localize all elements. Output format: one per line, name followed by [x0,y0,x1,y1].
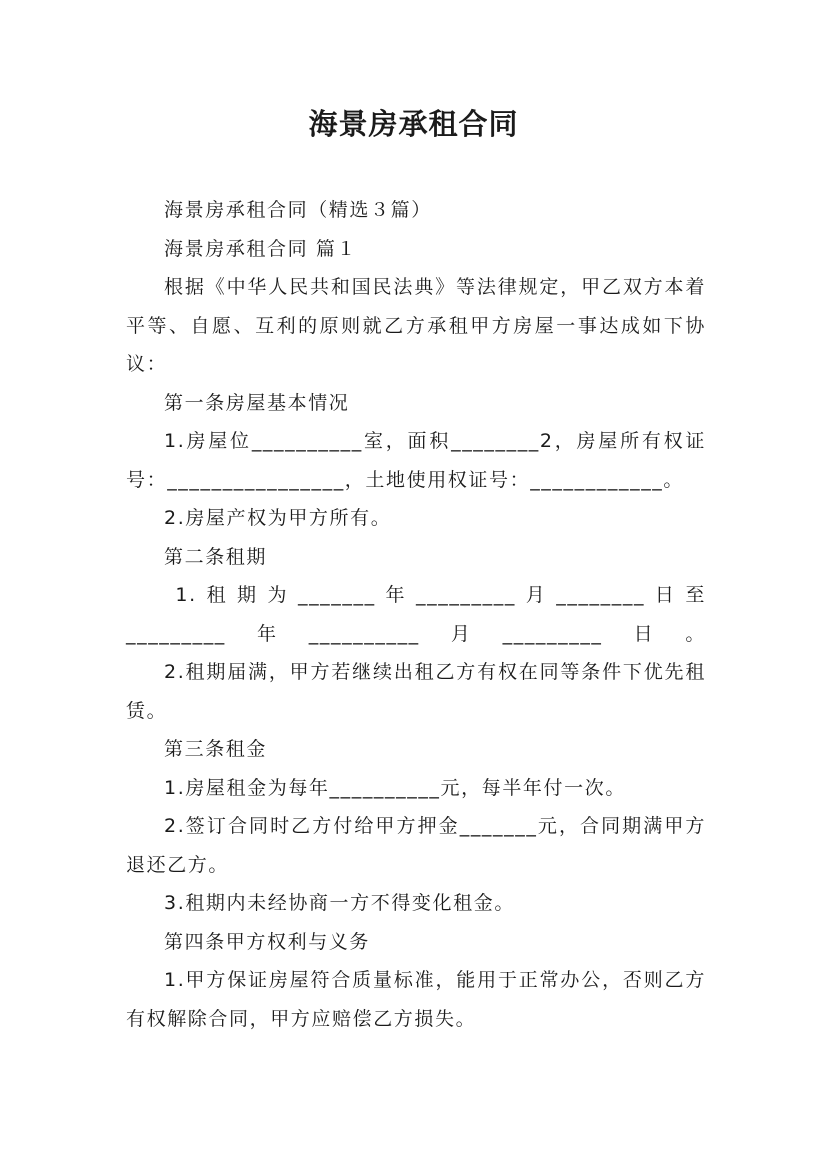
article-3-heading: 第三条租金 [164,738,268,760]
article-3-clause-2: 2.签订合同时乙方付给甲方押金_______元，合同期满甲方退还乙方。 [126,815,706,876]
article-3-clause-3: 3.租期内未经协商一方不得变化租金。 [164,892,515,914]
document-body [126,191,706,1038]
article-1-clause-1: 1.房屋位__________室，面积________2，房屋所有权证号：________________，土地使用权证号：____________。 [126,430,706,491]
article-1-clause-2: 2.房屋产权为甲方所有。 [164,507,392,529]
document-title: 海景房承租合同 [308,107,519,141]
article-2-heading: 第二条租期 [164,545,268,568]
paragraph-section-heading: 海景房承租合同 篇１ [164,237,358,260]
article-4-heading: 第四条甲方权利与义务 [164,930,371,953]
paragraph-preamble: 根据《中华人民共和国民法典》等法律规定，甲乙双方本着平等、自愿、互利的原则就乙方承租甲方房屋一事达成如下协议： [126,276,706,375]
article-3-clause-1: 1.房屋租金为每年__________元，每半年付一次。 [164,776,626,799]
paragraph-subtitle: 海景房承租合同（精选３篇） [164,199,432,221]
article-1-heading: 第一条房屋基本情况 [164,391,350,414]
article-2-clause-2: 2.租期届满，甲方若继续出租乙方有权在同等条件下优先租赁。 [126,661,706,722]
article-4-clause-1: 1.甲方保证房屋符合质量标准，能用于正常办公，否则乙方有权解除合同，甲方应赔偿乙方损失。 [126,969,706,1030]
article-2-clause-1: 1.租期为_______年_________月________日至_________年__________月_________日。 [126,584,706,645]
